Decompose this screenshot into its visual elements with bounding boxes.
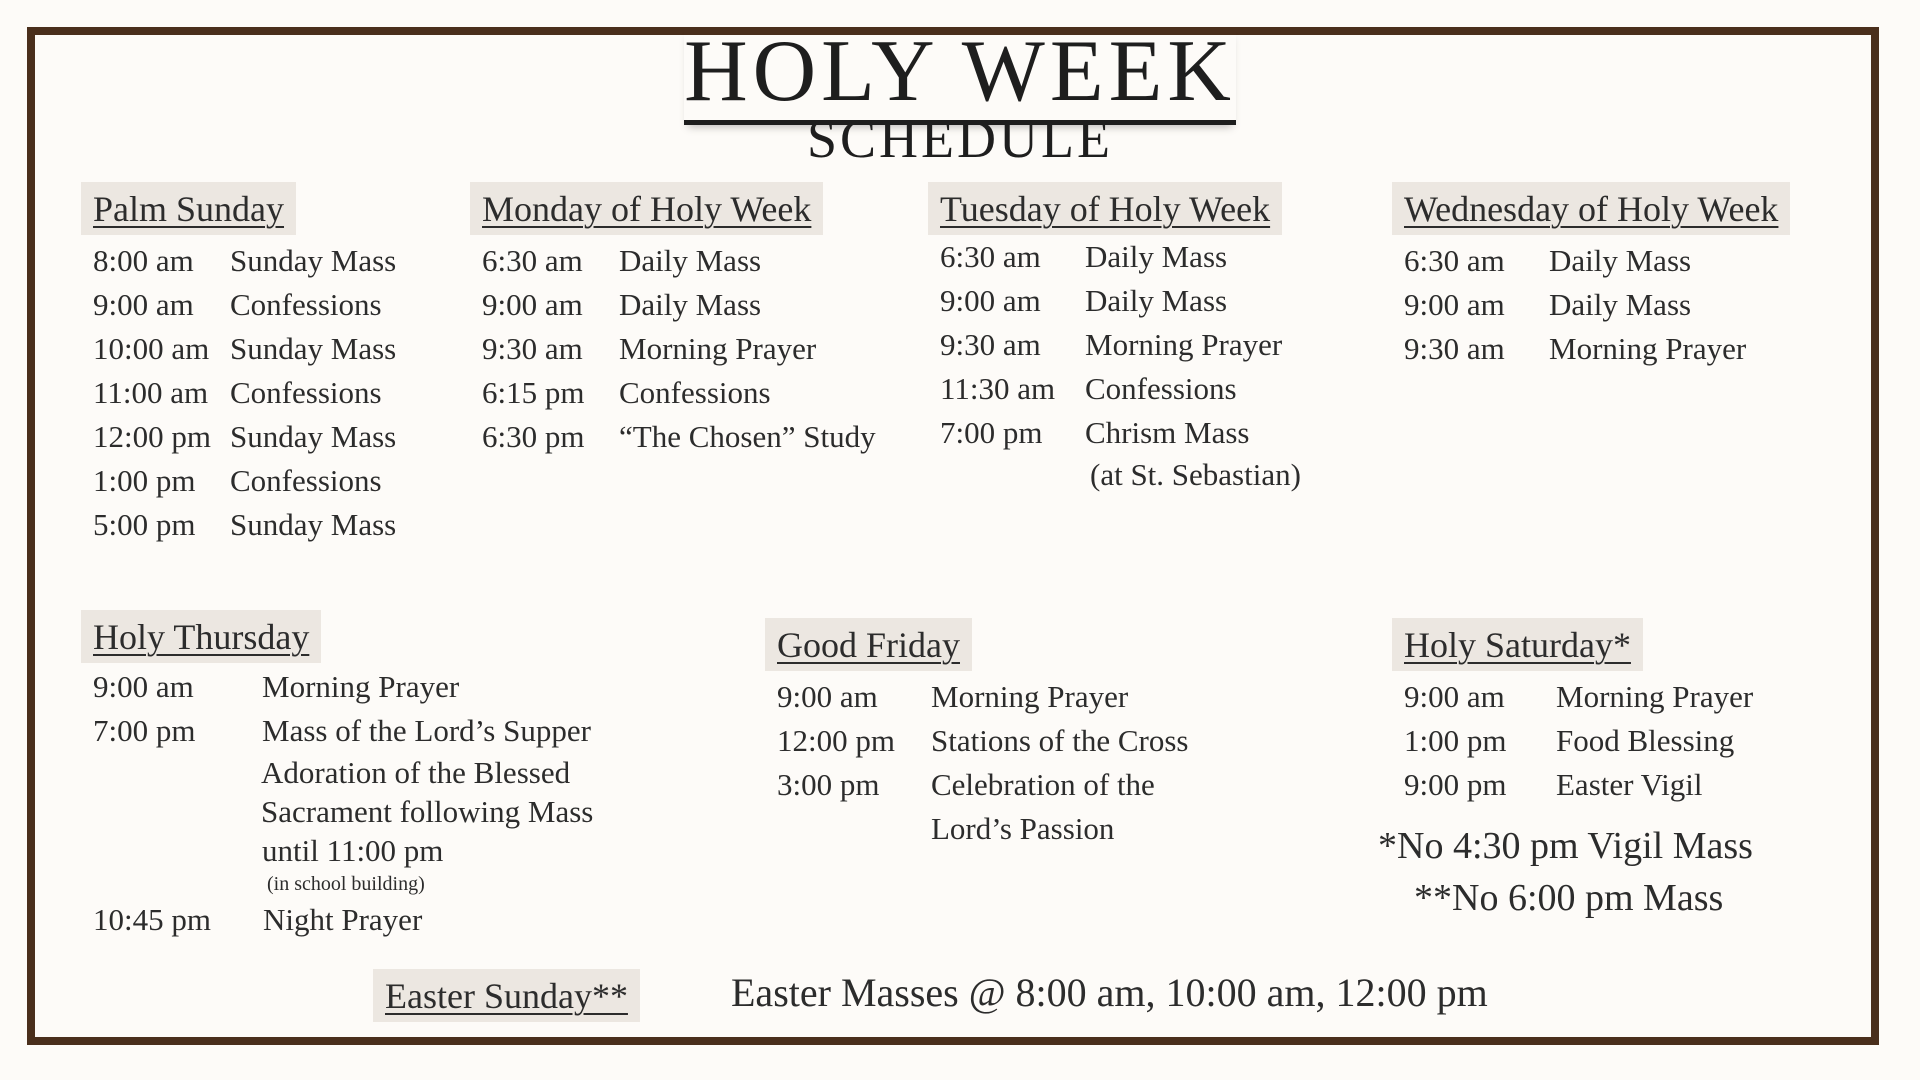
schedule-row — [1404, 719, 1753, 763]
time: 1:00 pm — [93, 463, 196, 498]
holy-saturday-heading: Holy Saturday* — [1392, 618, 1643, 671]
schedule-row — [1404, 283, 1790, 327]
event: Daily Mass — [619, 243, 762, 278]
event: Daily Mass — [1085, 283, 1228, 318]
schedule-row — [93, 239, 396, 283]
event: Confessions — [619, 375, 771, 410]
schedule-row — [940, 411, 1301, 455]
event: Confessions — [230, 375, 382, 410]
good-friday-section — [765, 618, 1188, 851]
event: Morning Prayer — [931, 679, 1129, 714]
schedule-row — [93, 665, 593, 709]
time: 10:00 am — [93, 331, 210, 366]
schedule-row — [940, 279, 1301, 323]
event: Sunday Mass — [230, 507, 397, 542]
good-friday-rows — [765, 675, 1188, 851]
event: Sunday Mass — [230, 331, 397, 366]
vigil-footnote: *No 4:30 pm Vigil Mass — [1378, 825, 1753, 867]
adoration-location-note: (in school building) — [267, 873, 425, 895]
event: Morning Prayer — [619, 331, 817, 366]
schedule-row — [93, 898, 593, 942]
wednesday-heading: Wednesday of Holy Week — [1392, 182, 1790, 235]
schedule-row — [777, 675, 1188, 719]
schedule-row — [482, 239, 876, 283]
page-title-text: HOLY WEEK — [684, 28, 1236, 125]
event: Daily Mass — [1085, 239, 1228, 274]
monday-section — [470, 182, 876, 459]
event: Food Blessing — [1556, 723, 1735, 758]
time: 11:30 am — [940, 371, 1056, 406]
schedule-row — [940, 235, 1301, 279]
adoration-line: Sacrament following Mass — [261, 794, 594, 829]
time: 9:00 am — [482, 287, 583, 322]
time: 6:30 am — [1404, 243, 1505, 278]
holy-thursday-section — [81, 610, 593, 942]
schedule-row — [482, 415, 876, 459]
schedule-row — [93, 459, 396, 503]
schedule-row — [93, 415, 396, 459]
wednesday-rows — [1392, 239, 1790, 371]
holy-saturday-section — [1392, 618, 1753, 807]
time: 10:45 pm — [93, 902, 211, 937]
time: 9:00 am — [777, 679, 878, 714]
schedule-row — [940, 367, 1301, 411]
palm-sunday-heading: Palm Sunday — [81, 182, 296, 235]
holy-thursday-heading: Holy Thursday — [81, 610, 321, 663]
event: Stations of the Cross — [931, 723, 1189, 758]
schedule-row — [1404, 675, 1753, 719]
tuesday-rows — [928, 235, 1301, 494]
monday-heading: Monday of Holy Week — [470, 182, 823, 235]
adoration-line: until 11:00 pm — [262, 833, 444, 868]
easter-sunday-section — [373, 969, 640, 1022]
wednesday-section — [1392, 182, 1790, 371]
time: 9:00 am — [1404, 679, 1505, 714]
time: 12:00 pm — [777, 723, 895, 758]
schedule-row — [1404, 239, 1790, 283]
time: 12:00 pm — [93, 419, 211, 454]
schedule-row — [940, 323, 1301, 367]
time: 9:00 am — [93, 669, 194, 704]
schedule-row — [777, 763, 1188, 807]
schedule-row — [93, 371, 396, 415]
time: 9:30 am — [1404, 331, 1505, 366]
time: 7:00 pm — [93, 713, 196, 748]
holy-thursday-rows — [81, 665, 593, 942]
schedule-row — [482, 327, 876, 371]
event: Daily Mass — [1549, 243, 1692, 278]
event: Daily Mass — [1549, 287, 1692, 322]
good-friday-heading: Good Friday — [765, 618, 972, 671]
tuesday-section — [928, 182, 1301, 494]
time: 9:00 am — [1404, 287, 1505, 322]
time: 5:00 pm — [93, 507, 196, 542]
palm-sunday-rows — [81, 239, 396, 547]
schedule-row — [1404, 763, 1753, 807]
adoration-line: Adoration of the Blessed — [261, 755, 571, 790]
time: 6:30 am — [482, 243, 583, 278]
event: Daily Mass — [619, 287, 762, 322]
event: Morning Prayer — [1549, 331, 1747, 366]
event: Sunday Mass — [230, 419, 397, 454]
event: “The Chosen” Study — [619, 419, 876, 454]
mass-footnote: **No 6:00 pm Mass — [1414, 877, 1724, 919]
time: 11:00 am — [93, 375, 209, 410]
schedule-row — [1404, 327, 1790, 371]
event: Chrism Mass — [1085, 415, 1250, 450]
time: 3:00 pm — [777, 767, 880, 802]
time: 7:00 pm — [940, 415, 1043, 450]
event: Morning Prayer — [1556, 679, 1754, 714]
tuesday-heading: Tuesday of Holy Week — [928, 182, 1282, 235]
event: Morning Prayer — [1085, 327, 1283, 362]
schedule-row — [93, 283, 396, 327]
schedule-row — [777, 719, 1188, 763]
time: 6:15 pm — [482, 375, 585, 410]
schedule-row — [482, 371, 876, 415]
easter-sunday-heading: Easter Sunday** — [373, 969, 640, 1022]
event: Celebration of the — [931, 767, 1155, 802]
palm-sunday-section — [81, 182, 396, 547]
schedule-row — [93, 327, 396, 371]
event: Confessions — [1085, 371, 1237, 406]
holy-saturday-rows — [1392, 675, 1753, 807]
easter-masses-line: Easter Masses @ 8:00 am, 10:00 am, 12:00 pm — [731, 970, 1488, 1015]
event: Night Prayer — [263, 902, 423, 937]
time: 9:00 pm — [1404, 767, 1507, 802]
tuesday-location-note: (at St. Sebastian) — [1090, 457, 1301, 492]
event: Mass of the Lord’s Supper — [262, 713, 591, 748]
event: Easter Vigil — [1556, 767, 1703, 802]
event: Morning Prayer — [262, 669, 460, 704]
event: Sunday Mass — [230, 243, 397, 278]
schedule-row — [482, 283, 876, 327]
event: Confessions — [230, 287, 382, 322]
time: 6:30 am — [940, 239, 1041, 274]
time: 8:00 am — [93, 243, 194, 278]
event: Confessions — [230, 463, 382, 498]
time: 1:00 pm — [1404, 723, 1507, 758]
time: 9:00 am — [93, 287, 194, 322]
good-friday-continuation: Lord’s Passion — [931, 811, 1115, 846]
schedule-row — [93, 709, 593, 753]
schedule-row — [93, 503, 396, 547]
time: 6:30 pm — [482, 419, 585, 454]
time: 9:00 am — [940, 283, 1041, 318]
monday-rows — [470, 239, 876, 459]
time: 9:30 am — [940, 327, 1041, 362]
time: 9:30 am — [482, 331, 583, 366]
page-subtitle: SCHEDULE — [807, 109, 1113, 169]
